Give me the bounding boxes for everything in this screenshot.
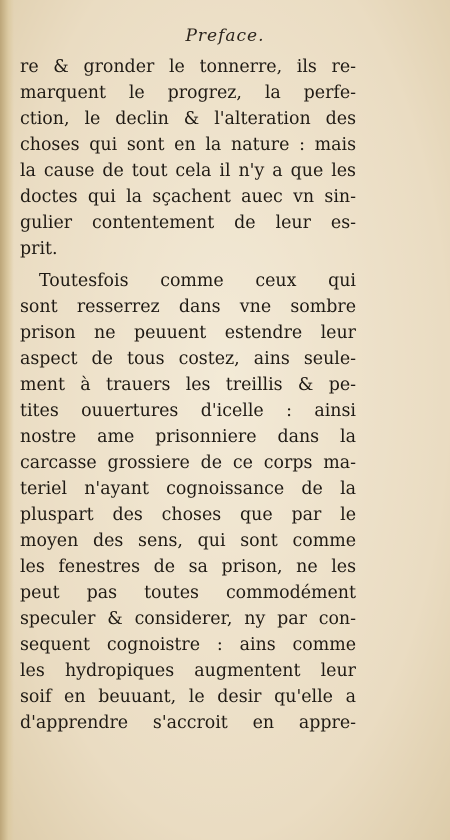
text-line: ction, le declin & l'alteration des bbox=[20, 109, 356, 129]
text-line: sequent cognoistre : ains comme bbox=[20, 635, 356, 655]
text-line: sont resserrez dans vne sombre bbox=[20, 297, 356, 317]
text-line: moyen des sens, qui sont comme bbox=[20, 531, 356, 551]
body-text bbox=[20, 54, 356, 736]
text-line: speculer & considerer, ny par con- bbox=[20, 609, 356, 629]
page-binding-shadow bbox=[0, 0, 14, 840]
text-line: nostre ame prisonniere dans la bbox=[20, 427, 356, 447]
text-line: prit. bbox=[20, 239, 58, 259]
text-line: prison ne peuuent estendre leur bbox=[20, 323, 356, 343]
text-line: carcasse grossiere de ce corps ma- bbox=[20, 453, 356, 473]
text-line: d'apprendre s'accroit en appre- bbox=[20, 713, 356, 733]
text-line: doctes qui la sçachent auec vn sin- bbox=[20, 187, 356, 207]
text-line: peut pas toutes commodément bbox=[20, 583, 356, 603]
running-head: Preface. bbox=[185, 26, 265, 46]
text-line: marquent le progrez, la perfe- bbox=[20, 83, 356, 103]
text-line: les fenestres de sa prison, ne les bbox=[20, 557, 356, 577]
text-line: la cause de tout cela il n'y a que les bbox=[20, 161, 356, 181]
paragraph bbox=[20, 268, 356, 736]
text-line: choses qui sont en la nature : mais bbox=[20, 135, 356, 155]
text-line: pluspart des choses que par le bbox=[20, 505, 356, 525]
text-line: re & gronder le tonnerre, ils re- bbox=[20, 57, 356, 77]
text-line: les hydropiques augmentent leur bbox=[20, 661, 356, 681]
text-line: teriel n'ayant cognoissance de la bbox=[20, 479, 356, 499]
text-line: gulier contentement de leur es- bbox=[20, 213, 356, 233]
text-line: tites ouuertures d'icelle : ainsi bbox=[20, 401, 356, 421]
text-line: aspect de tous costez, ains seule- bbox=[20, 349, 356, 369]
text-line: Toutesfois comme ceux qui bbox=[39, 271, 356, 291]
paragraph bbox=[20, 54, 356, 262]
text-line: soif en beuuant, le desir qu'elle a bbox=[20, 687, 356, 707]
text-line: ment à trauers les treillis & pe- bbox=[20, 375, 356, 395]
